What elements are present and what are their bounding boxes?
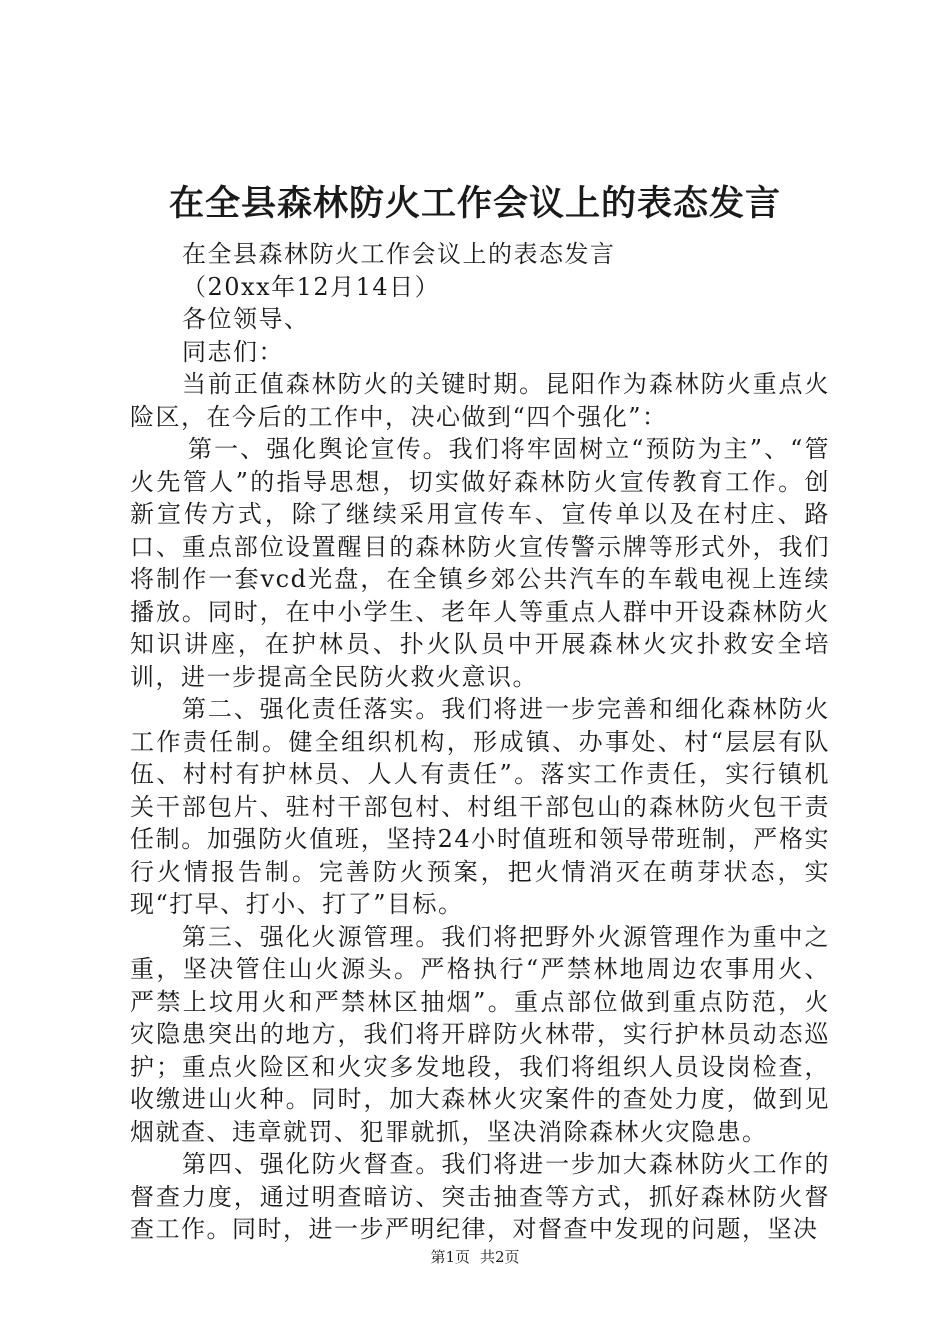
salutation-leaders: 各位领导、 xyxy=(182,305,310,333)
page-footer xyxy=(0,1247,950,1267)
salutation-comrades: 同志们： xyxy=(182,337,284,366)
page-number-current: 第1页 xyxy=(430,1248,470,1266)
paragraph-third-fire-source: 第三、强化火源管理。我们将把野外火源管理作为重中之重，坚决管住山火源头。严格执行“严禁林地周边农事用火、严禁上坟用火和严禁林区抽烟”。重点部位做到重点防范，火灾隐患突出的地方，我们将开辟防火林带，实行护林员动态巡护；重点火险区和火灾多发地段，我们将组织人员设岗检查，收缴进山火种。同时，加大森林火灾案件的查处力度，做到见烟就查、违章就罚、犯罪就抓，坚决消除森林火灾隐患。 xyxy=(130,922,830,1146)
document-title: 在全县森林防火工作会议上的表态发言 xyxy=(168,183,781,224)
paragraph-fourth-supervision: 第四、强化防火督查。我们将进一步加大森林防火工作的督查力度，通过明查暗访、突击抽查等方式，抓好森林防火督查工作。同时，进一步严明纪律，对督查中发现的问题，坚决 xyxy=(130,1150,830,1243)
paragraph-second-responsibility: 第二、强化责任落实。我们将进一步完善和细化森林防火工作责任制。健全组织机构，形成镇、办事处、村“层层有队伍、村村有护林员、人人有责任”。落实工作责任，实行镇机关干部包片、驻村干部包村、村组干部包山的森林防火包干责任制。加强防火值班，坚持24小时值班和领导带班制，严格实行火情报告制。完善防火预案，把火情消灭在萌芽状态，实现“打早、打小、打了”目标。 xyxy=(130,695,830,918)
subtitle-paragraph: 在全县森林防火工作会议上的表态发言 xyxy=(182,240,616,268)
intro-paragraph: 当前正值森林防火的关键时期。昆阳作为森林防火重点火险区，在今后的工作中，决心做到“四个强化”： xyxy=(130,370,830,431)
paragraph-first-publicity: 第一、强化舆论宣传。我们将牢固树立“预防为主”、“管火先管人”的指导思想，切实做好森林防火宣传教育工作。创新宣传方式，除了继续采用宣传车、宣传单以及在村庄、路口、重点部位设置醒目的森林防火宣传警示牌等形式外，我们将制作一套vcd光盘，在全镇乡郊公共汽车的车载电视上连续播放。同时，在中小学生、老年人等重点人群中开设森林防火知识讲座，在护林员、扑火队员中开展森林火灾扑救安全培训，进一步提高全民防火救火意识。 xyxy=(130,435,830,691)
date-paragraph: （20xx年12月14日） xyxy=(182,272,441,301)
document-body xyxy=(130,238,830,1246)
page-number-total: 共2页 xyxy=(480,1248,520,1266)
